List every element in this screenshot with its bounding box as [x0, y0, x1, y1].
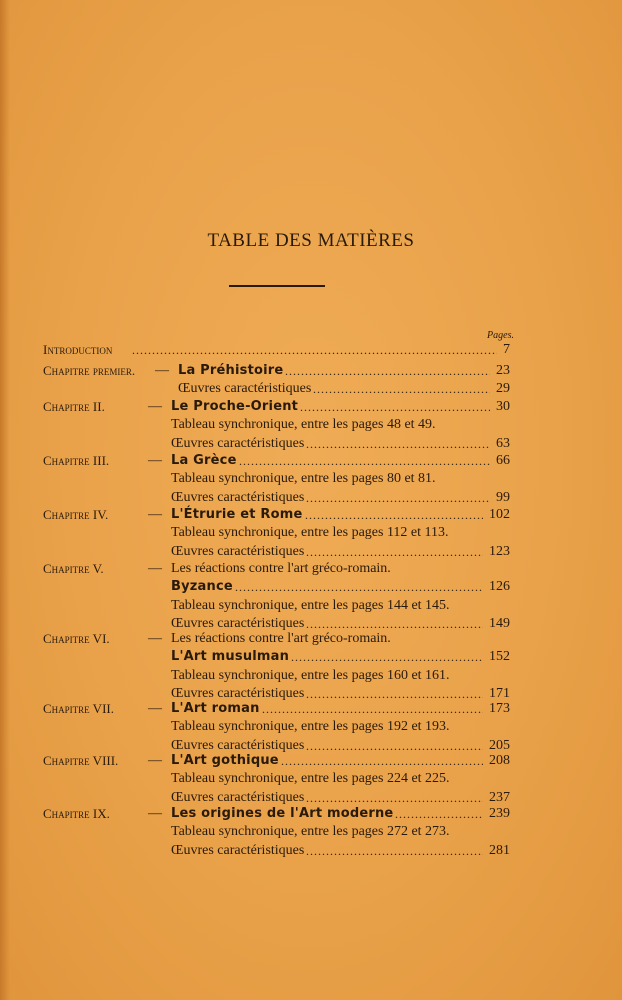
dot-leader	[306, 543, 483, 561]
toc-row	[0, 842, 622, 860]
dot-leader	[235, 578, 483, 596]
page-number: 123	[489, 543, 510, 559]
dot-leader	[306, 842, 483, 860]
chapter-title: L'Art roman	[171, 701, 260, 716]
dot-leader	[239, 452, 490, 470]
chapter-dash: —	[148, 806, 162, 821]
chapter-title: L'Art musulman	[171, 649, 290, 665]
entry-text: Œuvres caractéristiques	[171, 842, 305, 858]
chapter-dash: —	[148, 701, 162, 716]
chapter-title: La Grèce	[171, 453, 237, 468]
chapter-label: Chapitre II.	[43, 399, 105, 414]
toc-row	[0, 700, 622, 718]
chapter-label: Chapitre V.	[43, 561, 104, 576]
chapter-title: L'Étrurie et Rome	[171, 507, 303, 522]
page-number: 29	[496, 381, 510, 397]
page-number: 237	[489, 789, 510, 805]
toc-row	[0, 506, 622, 524]
toc-row	[0, 398, 622, 416]
chapter-label: Chapitre III.	[43, 453, 110, 468]
entry-text: Tableau synchronique, entre les pages 160 et 161.	[171, 667, 450, 683]
page-number: 63	[496, 435, 510, 451]
toc-row	[0, 452, 622, 470]
page-number: 173	[489, 701, 510, 716]
page-number: 239	[489, 806, 510, 821]
entry-text: Œuvres caractéristiques	[171, 685, 305, 701]
page-title: TABLE DES MATIÈRES	[207, 230, 415, 251]
entry-text: Tableau synchronique, entre les pages 144 et 145.	[171, 597, 450, 613]
chapter-dash: —	[148, 753, 162, 768]
toc-row	[0, 560, 622, 578]
dot-leader	[306, 789, 483, 807]
chapter-label: Chapitre VII.	[43, 701, 114, 716]
page-number: 23	[496, 363, 510, 378]
toc-row	[0, 380, 622, 398]
toc-row	[0, 667, 622, 685]
dot-leader	[306, 489, 490, 507]
page-number: 152	[489, 649, 510, 665]
chapter-dash: —	[155, 363, 169, 378]
toc-row	[0, 770, 622, 788]
entry-text: Œuvres caractéristiques	[171, 489, 305, 505]
toc-row	[0, 718, 622, 736]
toc-row	[0, 524, 622, 542]
toc-row	[0, 362, 622, 380]
toc-row	[0, 578, 622, 596]
entry-text: Œuvres caractéristiques	[171, 435, 305, 451]
toc-row	[0, 789, 622, 807]
dot-leader	[291, 648, 483, 666]
entry-text: Œuvres caractéristiques	[178, 381, 312, 397]
dot-leader	[262, 700, 483, 718]
toc-row	[0, 470, 622, 488]
page-number: 208	[489, 753, 510, 768]
chapter-label: Chapitre VI.	[43, 631, 110, 646]
entry-text: Œuvres caractéristiques	[171, 789, 305, 805]
chapter-title: Le Proche-Orient	[171, 399, 299, 414]
chapter-label: Chapitre IX.	[43, 806, 110, 821]
page-number: 30	[496, 399, 510, 414]
page-number: 281	[489, 842, 510, 858]
chapter-title: Byzance	[171, 579, 233, 595]
page-number: 66	[496, 453, 510, 468]
page-number: 99	[496, 489, 510, 505]
chapter-dash: —	[148, 561, 162, 576]
dot-leader	[305, 506, 483, 524]
toc-row	[0, 823, 622, 841]
entry-text: Tableau synchronique, entre les pages 48 et 49.	[171, 417, 436, 433]
toc-row	[0, 630, 622, 648]
entry-text: Les réactions contre l'art gréco-romain.	[171, 561, 391, 576]
toc-row	[0, 752, 622, 770]
dot-leader	[300, 398, 490, 416]
entry-text: Tableau synchronique, entre les pages 80 et 81.	[171, 471, 436, 487]
chapter-dash: —	[148, 507, 162, 522]
chapter-title: Les origines de l'Art moderne	[171, 806, 394, 821]
chapter-label: Introduction	[43, 342, 113, 357]
chapter-label: Chapitre VIII.	[43, 753, 119, 768]
entry-text: Tableau synchronique, entre les pages 192 et 193.	[171, 719, 450, 735]
page-number: 205	[489, 737, 510, 753]
chapter-title: L'Art gothique	[171, 753, 279, 768]
entry-text: Tableau synchronique, entre les pages 112 et 113.	[171, 525, 449, 541]
toc-row	[0, 648, 622, 666]
entry-text: Œuvres caractéristiques	[171, 737, 305, 753]
toc-row-introduction	[0, 341, 622, 359]
page-number: 126	[489, 579, 510, 595]
entry-text: Tableau synchronique, entre les pages 224 et 225.	[171, 771, 450, 787]
chapter-title: La Préhistoire	[178, 363, 284, 378]
entry-text: Les réactions contre l'art gréco-romain.	[171, 631, 391, 646]
dot-leader	[313, 380, 490, 398]
page-number: 102	[489, 507, 510, 522]
toc-row	[0, 543, 622, 561]
dot-leader	[285, 362, 490, 380]
chapter-dash: —	[148, 399, 162, 414]
page-number: 149	[489, 615, 510, 631]
dot-leader	[395, 805, 483, 823]
toc-row	[0, 435, 622, 453]
toc-row	[0, 805, 622, 823]
page-number: 7	[503, 342, 510, 357]
toc-row	[0, 416, 622, 434]
chapter-dash: —	[148, 631, 162, 646]
entry-text: Œuvres caractéristiques	[171, 615, 305, 631]
pages-column-header: Pages.	[487, 330, 514, 341]
dot-leader	[132, 341, 497, 359]
toc-row	[0, 489, 622, 507]
dot-leader	[281, 752, 483, 770]
entry-text: Tableau synchronique, entre les pages 272 et 273.	[171, 824, 450, 840]
page-number: 171	[489, 685, 510, 701]
chapter-label: Chapitre premier.	[43, 363, 136, 378]
chapter-label: Chapitre IV.	[43, 507, 109, 522]
chapter-dash: —	[148, 453, 162, 468]
dot-leader	[306, 435, 490, 453]
toc-row	[0, 597, 622, 615]
entry-text: Œuvres caractéristiques	[171, 543, 305, 559]
